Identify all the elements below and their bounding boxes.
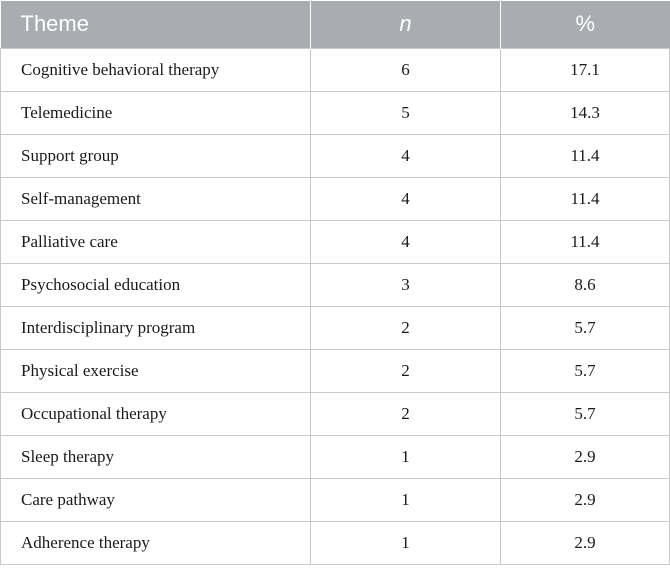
cell-theme: Telemedicine: [1, 91, 311, 134]
cell-theme: Psychosocial education: [1, 263, 311, 306]
cell-theme: Occupational therapy: [1, 392, 311, 435]
table-row: [1, 91, 670, 134]
table-row: [1, 349, 670, 392]
cell-n: 6: [311, 48, 501, 91]
header-row: [1, 1, 670, 48]
cell-n: 4: [311, 220, 501, 263]
table-body: [1, 48, 670, 564]
table-row: [1, 220, 670, 263]
cell-theme: Interdisciplinary program: [1, 306, 311, 349]
table-row: [1, 48, 670, 91]
cell-percent: 11.4: [501, 134, 670, 177]
cell-n: 1: [311, 478, 501, 521]
cell-theme: Physical exercise: [1, 349, 311, 392]
cell-percent: 2.9: [501, 521, 670, 564]
cell-n: 1: [311, 435, 501, 478]
cell-percent: 5.7: [501, 349, 670, 392]
cell-n: 4: [311, 177, 501, 220]
cell-percent: 14.3: [501, 91, 670, 134]
cell-n: 4: [311, 134, 501, 177]
cell-percent: 2.9: [501, 478, 670, 521]
cell-percent: 5.7: [501, 306, 670, 349]
cell-n: 5: [311, 91, 501, 134]
table-row: [1, 263, 670, 306]
header-n: n: [311, 1, 501, 48]
cell-percent: 17.1: [501, 48, 670, 91]
cell-n: 1: [311, 521, 501, 564]
cell-percent: 11.4: [501, 220, 670, 263]
table-row: [1, 392, 670, 435]
cell-theme: Support group: [1, 134, 311, 177]
cell-percent: 5.7: [501, 392, 670, 435]
header-theme: Theme: [1, 1, 311, 48]
cell-theme: Sleep therapy: [1, 435, 311, 478]
table-header: [1, 1, 670, 48]
cell-theme: Self-management: [1, 177, 311, 220]
themes-table-container: [0, 1, 670, 568]
cell-theme: Palliative care: [1, 220, 311, 263]
cell-percent: 11.4: [501, 177, 670, 220]
themes-table: [0, 1, 670, 565]
cell-n: 3: [311, 263, 501, 306]
table-row: [1, 435, 670, 478]
table-row: [1, 478, 670, 521]
cell-percent: 8.6: [501, 263, 670, 306]
cell-theme: Care pathway: [1, 478, 311, 521]
cell-n: 2: [311, 349, 501, 392]
cell-n: 2: [311, 306, 501, 349]
cell-percent: 2.9: [501, 435, 670, 478]
table-row: [1, 306, 670, 349]
header-percent: %: [501, 1, 670, 48]
cell-theme: Cognitive behavioral therapy: [1, 48, 311, 91]
table-row: [1, 134, 670, 177]
cell-theme: Adherence therapy: [1, 521, 311, 564]
table-row: [1, 177, 670, 220]
table-row: [1, 521, 670, 564]
cell-n: 2: [311, 392, 501, 435]
